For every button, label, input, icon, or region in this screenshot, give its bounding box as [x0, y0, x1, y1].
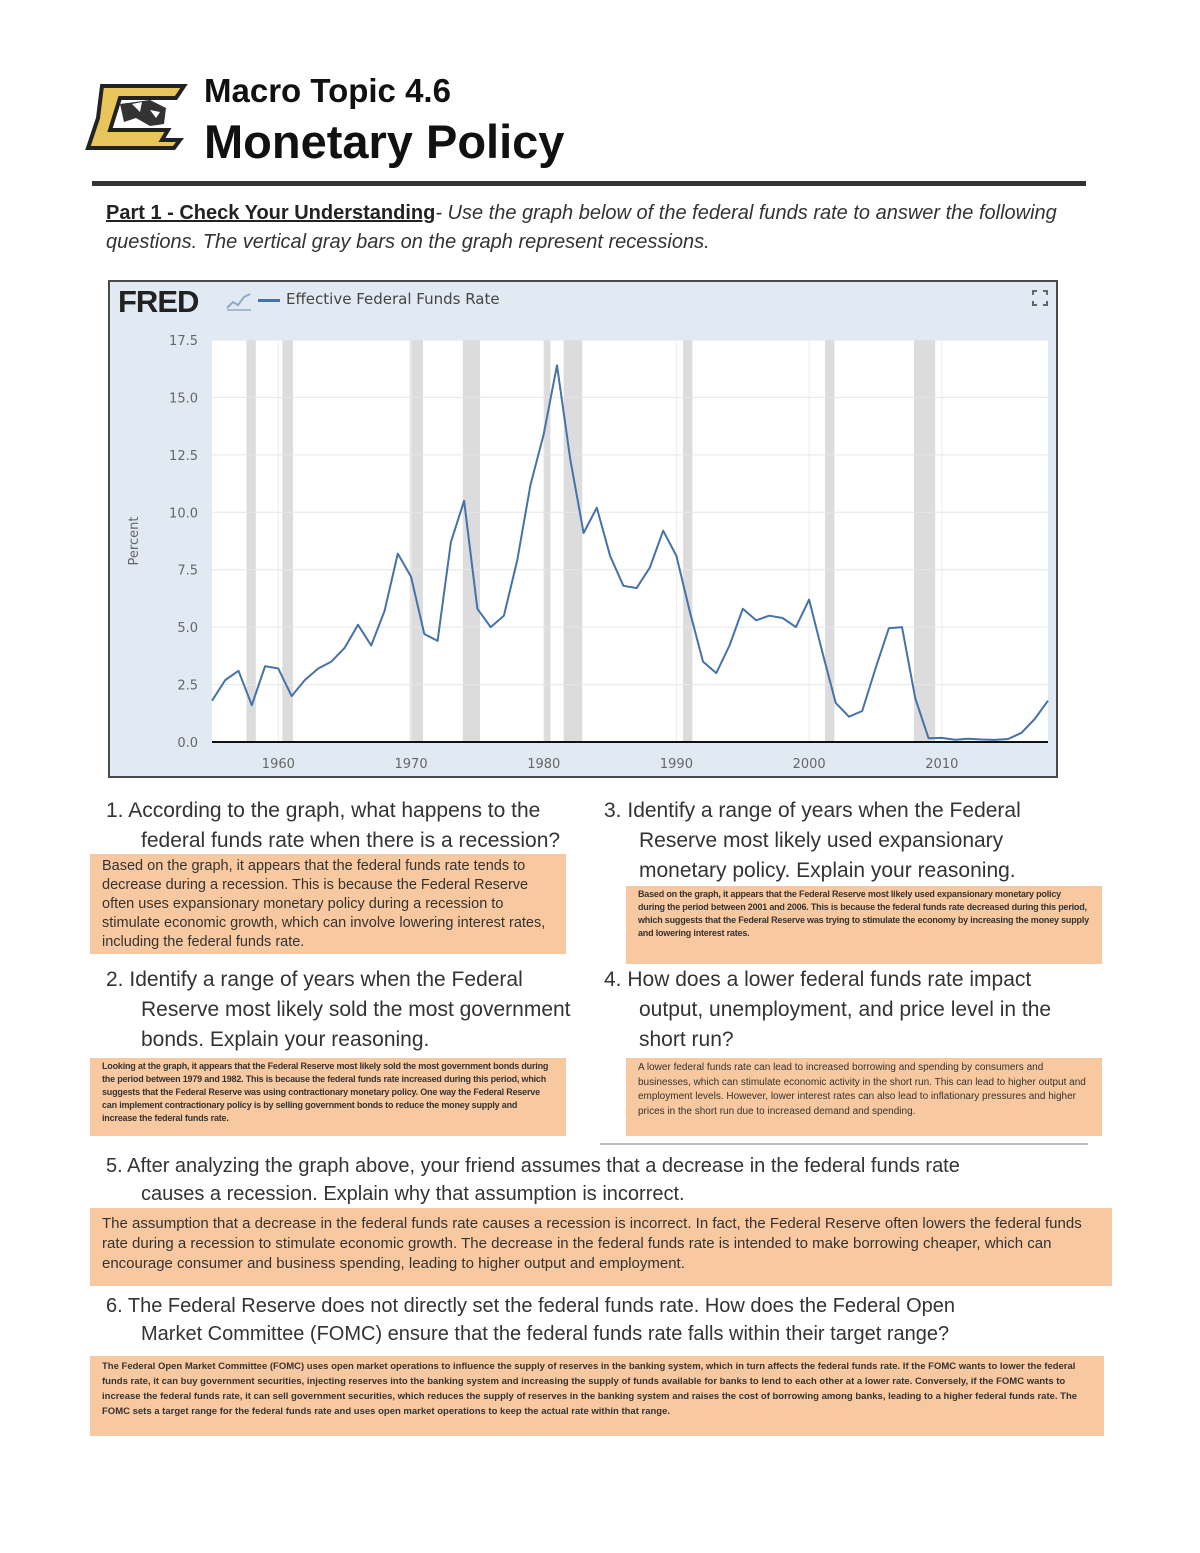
recession-bar	[410, 340, 423, 742]
question-text: Market Committee (FOMC) ensure that the federal funds rate falls within their target range?	[141, 1323, 950, 1345]
y-tick-label: 12.5	[169, 448, 198, 464]
part-instructions: - Use the graph below of the federal funds rate to answer the following questions. The vertical gray bars on the graph represent recessions.	[106, 202, 1057, 253]
recession-bar	[914, 340, 935, 742]
question-text: The Federal Reserve does not directly set the federal funds rate. How does the Federal Open	[127, 1295, 956, 1317]
question-text: monetary policy. Explain your reasoning.	[639, 859, 1016, 882]
question-1	[106, 796, 560, 856]
recession-bar	[247, 340, 256, 742]
answer-3: Based on the graph, it appears that the Federal Reserve most likely used expansionary monetary policy during the period between 2001 and 2006. This is because the federal funds rate decreased during this period, which suggests that the Federal Reserve was trying to stimulate the economy by increasing the money supply and lowering interest rates.	[626, 886, 1102, 964]
x-tick-label: 2000	[792, 757, 826, 772]
recession-bar	[683, 340, 692, 742]
question-2	[106, 965, 571, 1055]
x-tick-label: 1970	[394, 757, 428, 772]
y-tick-label: 5.0	[177, 621, 198, 637]
question-text: According to the graph, what happens to the	[128, 799, 541, 822]
recession-bar	[463, 340, 480, 742]
y-tick-label: 7.5	[177, 563, 198, 579]
answer-6: The Federal Open Market Committee (FOMC) uses open market operations to influence the supply of reserves in the banking system, which in turn affects the federal funds rate. If the FOMC wants to lower the federal funds rate, it can buy government securities, injecting reserves into the banking system and increasing the supply of funds available for banks to lend to each other at a lower rate. Conversely, if the FOMC wants to increase the federal funds rate, it can sell government securities, which reduces the supply of reserves in the banking system and raises the cost of borrowing among banks, leading to a higher federal funds rate. The FOMC sets a target range for the federal funds rate and uses open market operations to keep the actual rate within that range.	[90, 1356, 1104, 1436]
x-tick-label: 1990	[659, 757, 693, 772]
question-number: 1.	[106, 799, 124, 822]
y-tick-label: 15.0	[169, 391, 198, 407]
answer-5: The assumption that a decrease in the federal funds rate causes a recession is incorrect. In fact, the Federal Reserve often lowers the federal funds rate during a recession to stimulate economic growth. The decrease in the federal funds rate is intended to make borrowing cheaper, which can encourage consumer and business spending, leading to higher output and employment.	[90, 1208, 1112, 1286]
x-tick-label: 1980	[527, 757, 561, 772]
legend-label: Effective Federal Funds Rate	[286, 290, 500, 308]
y-axis-label: Percent	[127, 516, 142, 566]
question-text: output, unemployment, and price level in the	[639, 998, 1052, 1021]
question-text: Identify a range of years when the Federal	[627, 799, 1021, 822]
topic-label: Macro Topic 4.6	[204, 72, 451, 109]
question-text: How does a lower federal funds rate impact	[627, 968, 1032, 991]
question-text: Reserve most likely sold the most government	[141, 998, 571, 1021]
fred-chart	[108, 280, 1058, 778]
fred-brand: FRED	[118, 284, 199, 319]
question-5	[106, 1152, 960, 1208]
recession-bar	[564, 340, 583, 742]
header-divider	[92, 181, 1086, 186]
question-text: Identify a range of years when the Federal	[129, 968, 523, 991]
part-heading: Part 1 - Check Your Understanding	[106, 202, 436, 224]
question-text: Reserve most likely used expansionary	[639, 829, 1004, 852]
y-tick-label: 2.5	[177, 678, 198, 694]
page-title: Monetary Policy	[204, 115, 565, 168]
question-6	[106, 1292, 955, 1348]
y-tick-label: 10.0	[169, 506, 198, 522]
chart-plot	[110, 282, 1056, 776]
part-intro	[106, 199, 1066, 257]
question-number: 3.	[604, 799, 622, 822]
y-tick-label: 0.0	[177, 736, 198, 751]
y-tick-label: 17.5	[169, 334, 198, 349]
question-number: 2.	[106, 968, 124, 991]
x-tick-label: 1960	[261, 757, 295, 772]
question-number: 5.	[106, 1155, 123, 1177]
question-number: 6.	[106, 1295, 123, 1317]
school-mascot-logo	[80, 78, 190, 156]
answer-2: Looking at the graph, it appears that the Federal Reserve most likely sold the most government bonds during the period between 1979 and 1982. This is because the federal funds rate increased during this period, which suggests that the Federal Reserve was using contractionary monetary policy. One way the Federal Reserve can implement contractionary policy is by selling government bonds to reduce the money supply and increase the federal funds rate.	[90, 1058, 566, 1136]
question-text: short run?	[639, 1028, 734, 1051]
question-3	[604, 796, 1021, 886]
question-text: After analyzing the graph above, your friend assumes that a decrease in the federal funds rate	[127, 1155, 960, 1177]
answer-4: A lower federal funds rate can lead to increased borrowing and spending by consumers and businesses, which can stimulate economic activity in the short run. This can lead to higher output and employment levels. However, lower interest rates can also lead to inflationary pressures and higher prices in the short run due to increased demand and spending.	[626, 1058, 1102, 1136]
question-text: bonds. Explain your reasoning.	[141, 1028, 430, 1051]
question-text: federal funds rate when there is a recession?	[141, 829, 561, 852]
answer-1: Based on the graph, it appears that the federal funds rate tends to decrease during a recession. This is because the Federal Reserve often uses expansionary monetary policy during a recession to stimulate economic growth, which can involve lowering interest rates, including the federal funds rate.	[90, 854, 566, 954]
section-divider	[600, 1143, 1088, 1145]
x-tick-label: 2010	[925, 757, 959, 772]
question-number: 4.	[604, 968, 622, 991]
question-text: causes a recession. Explain why that assumption is incorrect.	[141, 1183, 685, 1205]
question-4	[604, 965, 1051, 1055]
